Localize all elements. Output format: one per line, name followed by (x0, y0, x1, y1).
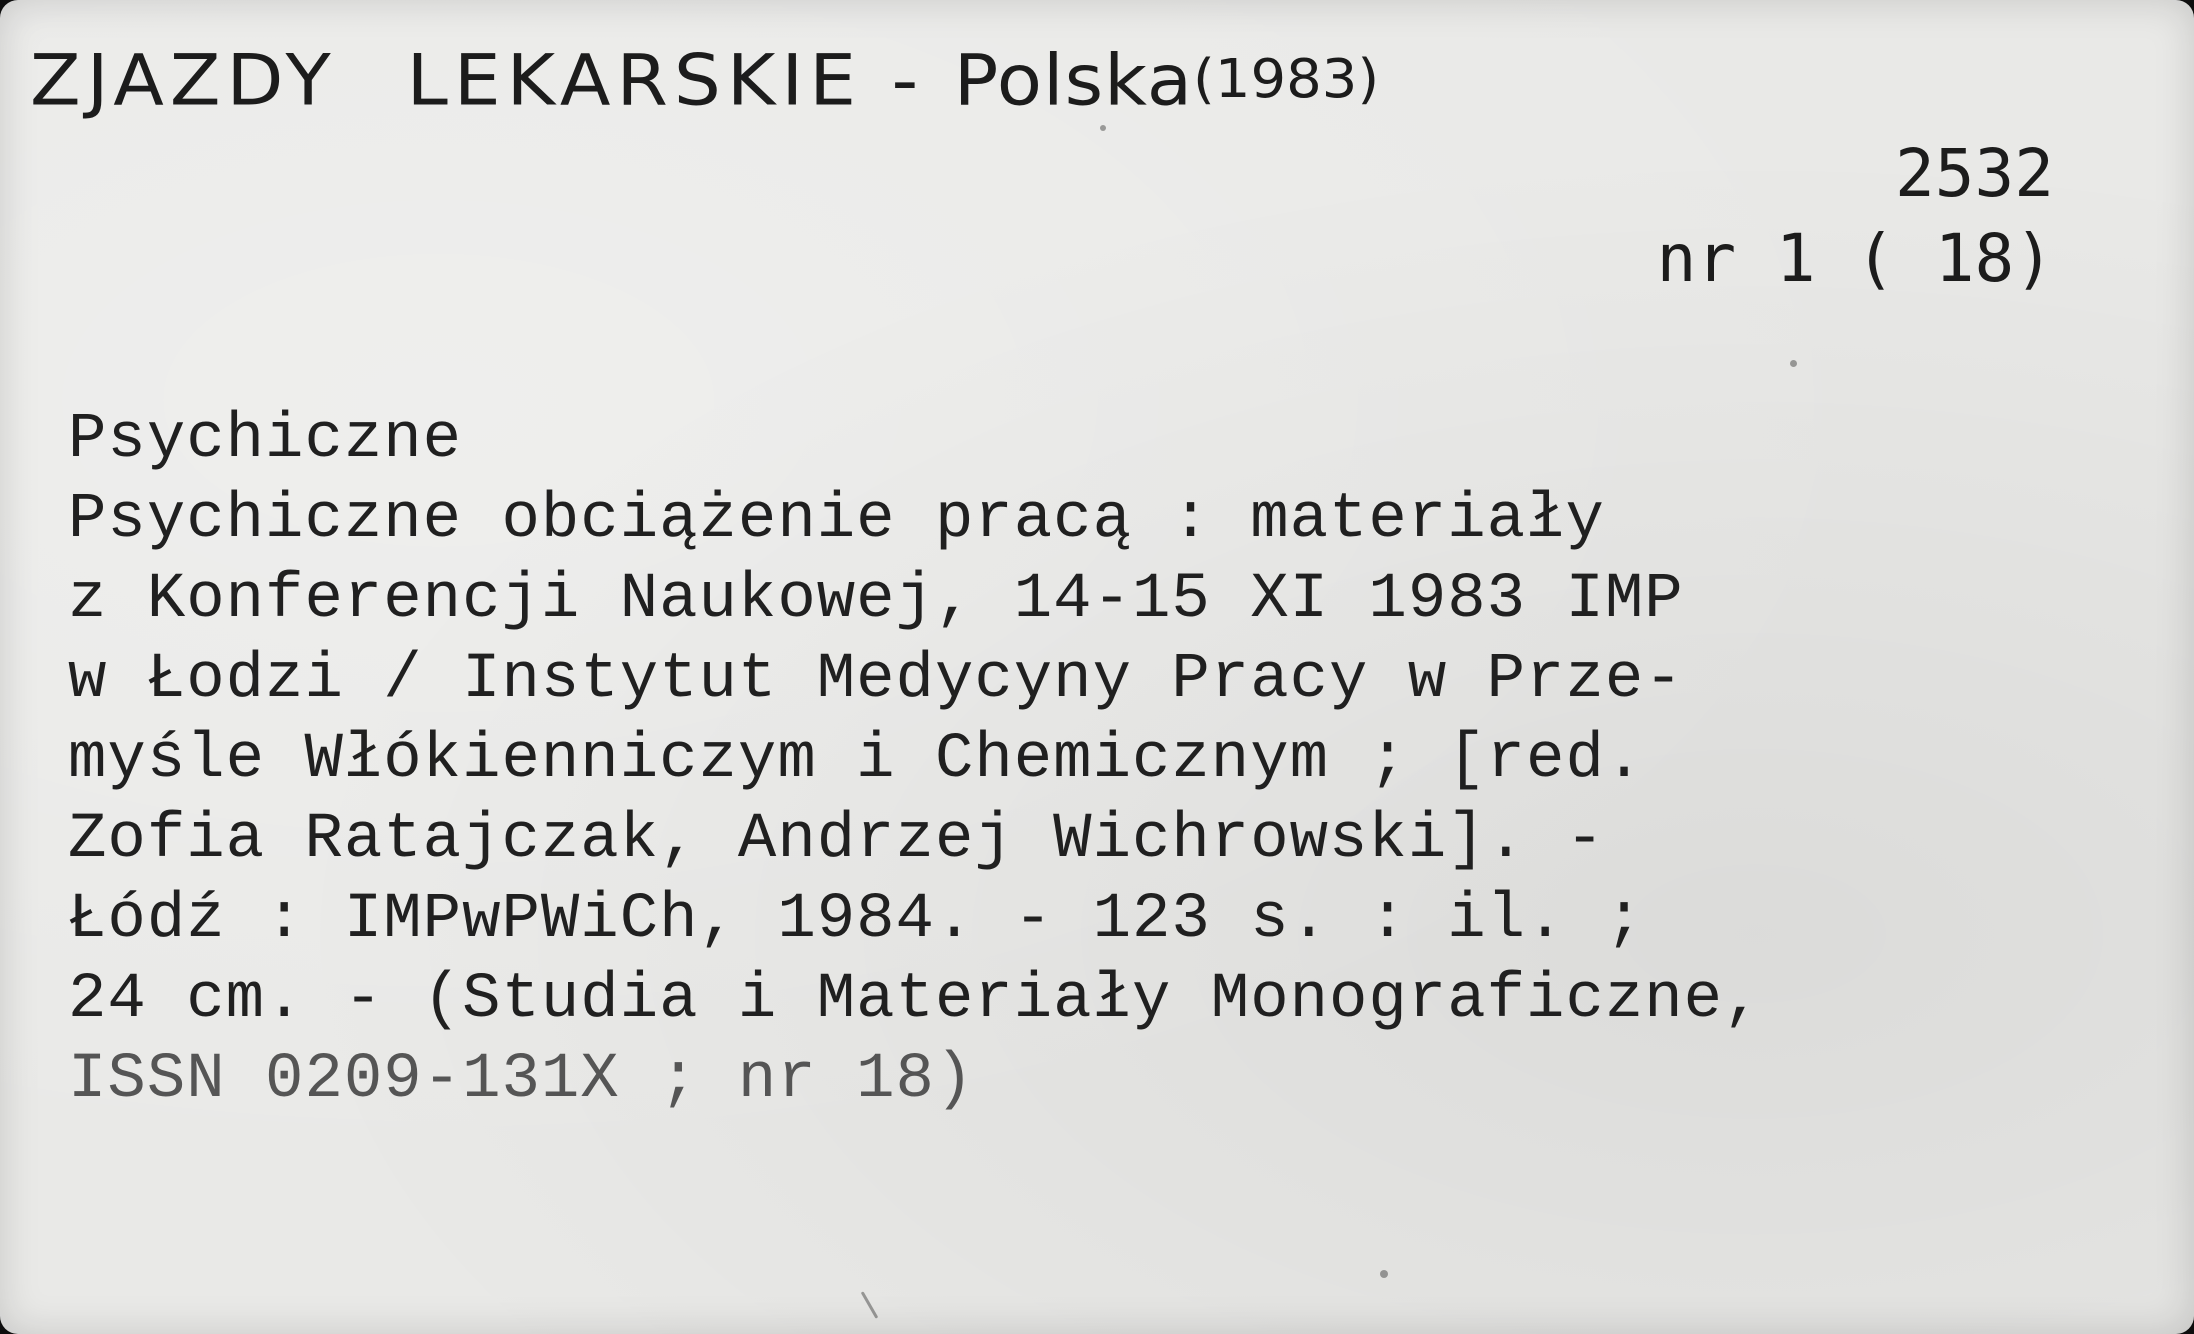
heading-subject: ZJAZDY (30, 40, 337, 122)
subject-heading (30, 40, 1379, 122)
heading-place: Polska (953, 40, 1194, 122)
dust-speck (1100, 125, 1106, 131)
call-number: 2532 (1895, 135, 2054, 212)
entry-line-2: z Konferencji Naukowej, 14-15 XI 1983 IMP (68, 564, 1684, 636)
dust-speck (1380, 1270, 1388, 1278)
heading-subdivision: LEKARSKIE (406, 40, 862, 122)
filing-word: Psychiczne (68, 404, 463, 476)
entry-line-5: Zofia Ratajczak, Andrzej Wichrowski]. - (68, 804, 1605, 876)
entry-line-4: myśle Włókienniczym i Chemicznym ; [red. (68, 724, 1645, 796)
entry-line-3: w Łodzi / Instytut Medycyny Pracy w Prze- (68, 644, 1684, 716)
entry-line-series: ISSN 0209-131X ; nr 18) (68, 1044, 975, 1116)
dust-speck (1790, 360, 1797, 367)
entry-line-7: 24 cm. - (Studia i Materiały Monograficzne, (68, 964, 1763, 1036)
bibliographic-entry (68, 400, 2148, 1120)
heading-dash: - (891, 40, 925, 122)
entry-line-1: Psychiczne obciążenie pracą : materiały (68, 484, 1605, 556)
entry-line-6: Łódź : IMPwPWiCh, 1984. - 123 s. : il. ; (68, 884, 1645, 956)
dust-speck (861, 1291, 879, 1318)
heading-year: (1983) (1193, 48, 1380, 111)
issue-label: nr 1 ( 18) (1656, 220, 2054, 297)
